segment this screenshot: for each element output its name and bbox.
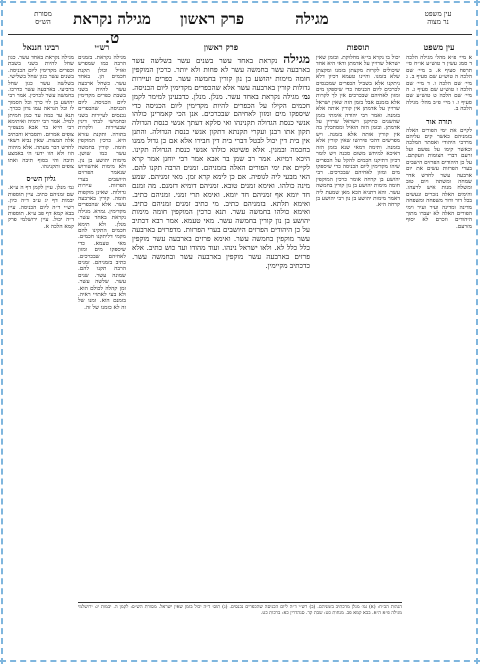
tosafot-text: יכול בו נקרא בי״א מחלוקת. ובזמן שאין ישראל שרויין על אדמתן ודאי היא אחד שיכולים לקרות מקצתן בזמנו ומקצתן שלא בזמנו. והיינו טעמא דכיון דלא ניתקנו אלא בשביל הכפרים שמכנסים לכרכים ליום הכניסה כדי שיספקו מים ומזון לאחיהם שבכרכים אין לך לקרות אלא בזמנם אבל בזמן הזה שאין ישראל שרויין על אדמתן אין קורין אותה אלא בזמנה. ואמר רבי יהודה אימתי בזמן שהשנים כתיקנן וישראל שרויין על אדמתן. ובזמן הזה הואיל ומסתכלין בה אין קורין אותה אלא בזמנה. ויש מפרשים דהכי פירושו שאין קורין אלא בזמנה. ותימה דמאי שנא בזמן הזה דאיכא למיחש משום סכנה ויש לומר דכיון דתיקנו חכמים להקל על הכפרים שיהו מקדימין ליום הכניסה כדי שיספקו מים ומזון לאחיהם שבכרכים. רבי יהושע בן קרחה אומר כרכין המוקפין חומה מימות יהושע בן נון קורין בחמשה עשר. והא דתניא הכא מאן שמעת ליה דאמר מימות יהושע בן נון רבי יהושע בן קרחה היא.: [316, 55, 400, 209]
bottom-notes-text: הגהות הב״ח: (א) גמ׳ מנלן מדכתיב בזמניהם. (ב) רש״י ד״ה ליום הכניסה שהכפרים נכנסים. (ג) תוס׳ ד״ה יכול בזמן שאין ישראל. מסורת הש״ס: לקמן ה. יבמות יג: ירושלמי מגילה פ״א ה״א. בבא קמא פב. מנחות כט: שבת קד. סנהדרין כא: ברכות כט.: [78, 605, 402, 616]
ein-mishpat-heading: עין משפט: [423, 42, 455, 52]
tosafot-column: [316, 40, 400, 596]
ein-mishpat-text: א מיי׳ פ״א מהל׳ מגילה הלכה ד סמג עשין ד טוש״ע או״ח סי׳ תרפח סעיף א. ב מיי׳ שם הלכה ה טוש״ע שם סעיף ב. ג מיי׳ שם הלכה ו. ד מיי׳ שם הלכה ז טוש״ע שם סעיף ג. ה מיי׳ שם הלכה ט טוש״ע שם סעיף ו. ו מיי׳ פ״ב מהל׳ מגילה הלכה ב.: [406, 55, 472, 113]
right-margin-column: [406, 40, 472, 596]
rashi-heading: רש״י: [94, 42, 110, 52]
mishnah-text: נקראת באחד עשר בשנים עשר בשלשה עשר בארבעה עשר בחמשה עשר לא פחות ולא יותר. כרכין המוקפין חומה מימות יהושע בן נון קורין בחמשה עשר. כפרים ועיירות גדולות קורין בארבעה עשר אלא שהכפרים מקדימין ליום הכניסה.: [132, 56, 310, 92]
gilyon-text: גמ׳ מנלן. עיין לקמן דף ה ע״א. שם זמניהם כתיב. עיין תוספות יבמות דף יג ע״ב ד״ה כיון. רש״י ד״ה ליום הכניסה. עיין בבא קמא דף פב ע״א. תוספות ד״ה יכול. עיין ירושלמי פרק קמא הלכה א.: [8, 185, 74, 230]
tosafot-heading: תוספות: [346, 42, 370, 52]
torah-or-text: לקיים את ימי הפורים האלה בזמניהם כאשר קים עליהם מרדכי היהודי ואסתר המלכה וכאשר קימו על נפשם ועל זרעם דברי הצומות וזעקתם. על כן היהודים הפרזים הישבים בערי הפרזות עשים את יום ארבעה עשר לחדש אדר שמחה ומשתה ויום טוב ומשלח מנות איש לרעהו. והימים האלה נזכרים ונעשים בכל דור ודור משפחה ומשפחה מדינה ומדינה ועיר ועיר וימי הפורים האלה לא יעברו מתוך היהודים וזכרם לא יסוף מזרעם.: [406, 127, 472, 230]
ein-mishpat-label: עין משפט נר מצוה: [424, 10, 452, 26]
chapter-title: פרק ראשון: [179, 10, 245, 28]
gemara-label: גמ׳: [301, 91, 310, 101]
gemara-chapter-heading: פרק ראשון: [203, 42, 239, 52]
masoret-label: מסורת הש״ס: [34, 10, 52, 26]
frame-left-border: [1, 0, 3, 664]
rashi-text: מגילה נקראת. בזמנים הרבה כמו שמפרש ואזיל וכולן תקנת חכמים הן. באחד עשר. כשחל ארבעה עשר להיות בשני בשבת כפרים מקדימין ליום הכניסה. ליום הכניסה. שהכפרים נכנסים לעיירות בשני ובחמישי לבתי דינין שבעיירות ולקרות בתורה. ותקנת עזרא היא. כרכין המוקפין חומה. קורין בחמשה עשר כמו שושן. מימות יהושע בן נון. ולא מימות אחשורוש שנאמר הפרזים היושבים בערי הפרזות. עיירות גדולות. שאינן מוקפות חומה. קורין בארבעה עשר. אלא שהכפרים מקדימין. גמרא. מגילה נקראת באחד עשר. מנלן. ולא תימא חכמים התקינו להם מקמי דליתקנו חכמים. מאי טעמא. כדי שיספקו מים ומזון לאחיהם שבכרכים. כתיב בזמניהם. זמנים הרבה תקנו להם. שמונה עשר. שנים עשר. שלשה עשר. זמן קהלה לכולם הוא. ולא בעי לאתויי ראיה. בזמנם הוא. זמנו של זה לא כזמנו של זה.: [78, 55, 126, 311]
header-rule: [8, 34, 472, 35]
gemara-text: מגילה נקראת באחד עשר. מנלן. מנלן. כדבעינן למימר לקמן חכמים הקילו על הכפרים להיות מקדימין ליום הכניסה כדי שיספקו מים ומזון לאחיהם שבכרכים. אנן הכי קאמרינן כולהו אנשי כנסת הגדולה תקנינהו ואי סלקא דעתך אנשי כנסת הגדולה תקון אתו רבנן ועקרי תקנתא דתקון אנשי כנסת הגדולה. והתנן אין בית דין יכול לבטל דברי בית דין חבירו אלא אם כן גדול ממנו בחכמה ובמנין. אלא פשיטא כולהו אנשי כנסת הגדולה תקינו. היכא רמיזא. אמר רב שמן בר אבא אמר רבי יוחנן אמר קרא לקיים את ימי הפורים האלה בזמניהם. זמנים הרבה תקנו להם. האי מבעי ליה לגופיה. אם כן לימא קרא זמן. מאי זמניהם. שמע מינה כולהו. ואימא זמנים טובא. זמניהם דומיא דזמנם. מה זמנם חד יומא אף זמניהם חד יומא. ואימא תרי זמני. זמניהם כתיב. ואימא תלתא. בזמניהם כתיב. מי כתיב זמנים זמניהם כתיב. ואימא כולהו בחמשה עשר. תנא כרכין המוקפין חומה מימות יהושע בן נון קורין בחמשה עשר. מאי טעמא. אמר רבא דכתיב על כן היהודים הפרזים היושבים בערי הפרזות. מדפרזים בארבעה עשר מוקפין בחמשה עשר. ואימא פרזים בארבעה עשר מוקפין כלל כלל לא. ולאו ישראל נינהו. ועוד מהודו ועד כוש כתיב. אלא פרזים בארבעה עשר מוקפין בארבעה עשר ובחמשה עשר. כדכתיב מקיימין.: [132, 91, 310, 270]
bottom-notes: [78, 602, 402, 616]
frame-right-border: [476, 0, 478, 664]
mishnah-opening-word: מגילה: [283, 52, 310, 66]
talmud-page: [8, 8, 472, 656]
rashi-column: [78, 40, 126, 596]
torah-or-heading: תורה אור: [426, 116, 452, 126]
page-number-title: מגילה נקראת ט.: [73, 10, 151, 47]
frame-top-border: [0, 1, 480, 3]
gemara-column: [132, 40, 310, 596]
frame-bottom-border: [0, 660, 480, 662]
gilyon-heading: גליון הש״ס: [26, 174, 56, 184]
tractate-title: מגילה: [295, 10, 329, 28]
rabbeinu-chananel-text: מגילה נקראת באחד עשר. כגון שחל להיות בשני בשבת וכפרים מקדימין ליום הכניסה. בשנים עשר כגון שחל בשלישי. בשלשה עשר כגון שחל ברביעי. בארבעה עשר כדרכו. בחמשה עשר לכרכין. אמר רבי יהושע בן לוי כרך וכל הסמוך לו וכל הנראה עמו נדון ככרך. תנא עד כמה עד כמן חמיתן למיל. אמר רבי ירמיה ואיתימא רבי חייא בר אבא מנצפ״ך צופים אמרום. ותסברא והכתיב אלה המצות. שאין נביא רשאי לחדש דבר מעתה. אלא מיהוה הוו ולא הוו ידעי הי באמצע תיבה והי בסוף תיבה ואתו צופים ותקנינהו.: [8, 55, 74, 170]
rabbeinu-chananel-heading: רבינו חננאל: [22, 42, 60, 52]
left-margin-column: [8, 40, 74, 596]
